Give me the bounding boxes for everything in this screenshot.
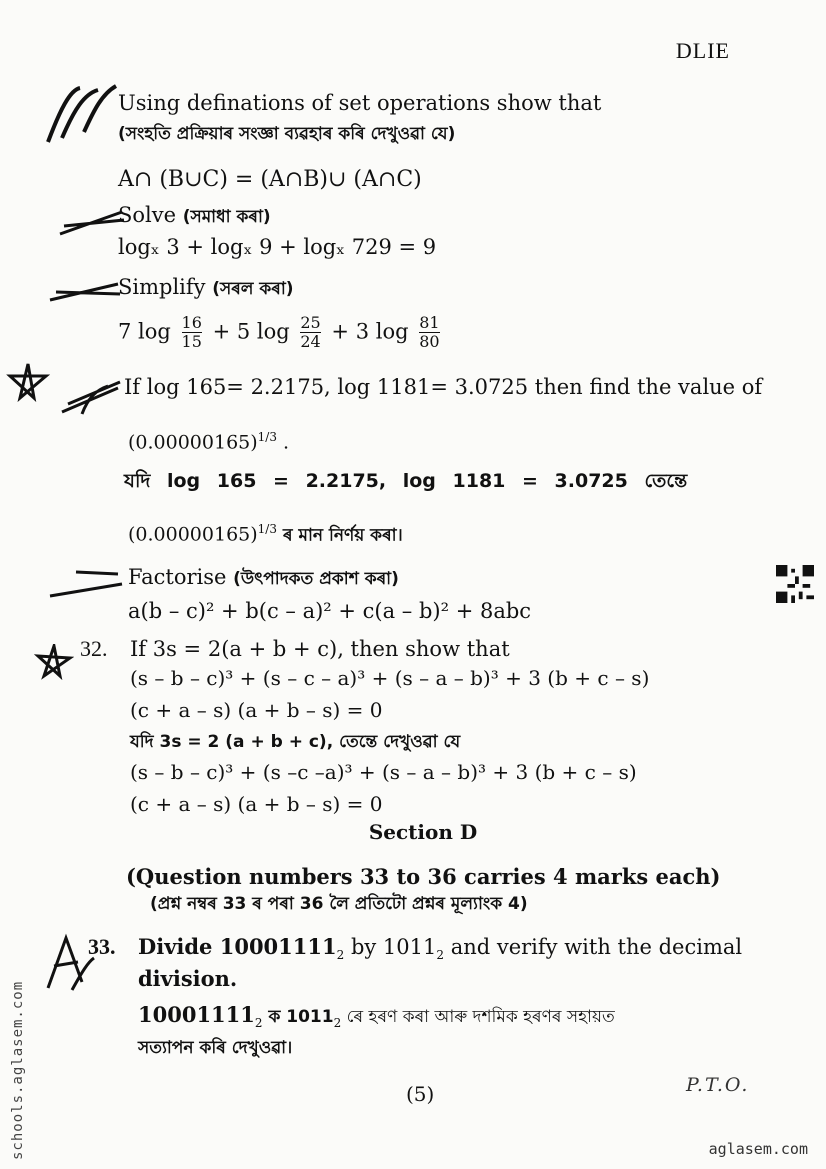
question-33-text-2: division. bbox=[138, 966, 238, 991]
text-part: ৰে হৰণ কৰা আৰু দশমিক হৰণৰ সহায়ত bbox=[341, 1007, 615, 1027]
page-number: (5) bbox=[406, 1082, 435, 1106]
decimal-value: (0.00000165) bbox=[128, 431, 258, 454]
side-watermark: schools.aglasem.com bbox=[10, 980, 26, 1160]
question-32-number: 32. bbox=[80, 636, 108, 661]
section-note-bengali: (প্ৰশ্ন নম্বৰ 33 ৰ পৰা 36 লৈ প্ৰতিটো প্ৰশ্নৰ মূল্যাংক 4) bbox=[150, 894, 528, 914]
section-note-english: (Question numbers 33 to 36 carries 4 marks each) bbox=[126, 864, 721, 889]
handwritten-scribble-mark bbox=[58, 378, 124, 418]
question-31-bengali: (উৎপাদকত প্ৰকাশ কৰা) bbox=[233, 569, 399, 589]
question-30-bengali-1: যদি log 165 = 2.2175, log 1181 = 3.0725 তেন্তে bbox=[124, 470, 688, 492]
question-30-text: If log 165= 2.2175, log 1181= 3.0725 then find the value of bbox=[124, 375, 763, 399]
question-27-bengali: (সংহতি প্ৰক্ৰিয়াৰ সংজ্ঞা ব্যৱহাৰ কৰি দেখুওৱা যে) bbox=[118, 124, 456, 144]
subscript: 2 bbox=[333, 1016, 342, 1031]
question-32-line-4: (c + a – s) (a + b – s) = 0 bbox=[130, 792, 383, 816]
question-28-bengali: (সমাধা কৰা) bbox=[182, 207, 271, 227]
fraction bbox=[182, 314, 202, 352]
text-part: and verify with the decimal bbox=[444, 935, 743, 959]
bottom-watermark: aglasem.com bbox=[708, 1140, 808, 1158]
question-33-text bbox=[138, 934, 742, 963]
page-turn-over: P.T.O. bbox=[686, 1074, 750, 1096]
question-28-text: Solve bbox=[118, 203, 177, 227]
term-coef: 7 log bbox=[118, 319, 171, 344]
handwritten-star-mark bbox=[6, 362, 50, 402]
question-29-expression bbox=[118, 314, 444, 352]
fraction bbox=[300, 314, 320, 352]
question-31-text: Factorise bbox=[128, 565, 227, 589]
fraction-denominator: 15 bbox=[181, 332, 202, 352]
term-coef: + 3 log bbox=[331, 319, 409, 344]
text-part: Divide 10001111 bbox=[138, 934, 337, 959]
question-27-expression: A∩ (B∪C) = (A∩B)∪ (A∩C) bbox=[118, 167, 422, 192]
question-32-line-3: (s – b – c)³ + (s –c –a)³ + (s – a – b)³ + 3 (b + c – s) bbox=[130, 760, 637, 784]
fraction-numerator: 81 bbox=[419, 313, 440, 332]
subscript: 2 bbox=[336, 948, 345, 963]
fraction bbox=[419, 314, 439, 352]
fraction-numerator: 16 bbox=[181, 313, 202, 332]
text-part: ক 1011 bbox=[262, 1007, 334, 1027]
handwritten-star-mark bbox=[34, 644, 74, 680]
question-32-line-2: (c + a – s) (a + b – s) = 0 bbox=[130, 698, 383, 722]
question-28-label bbox=[118, 202, 271, 228]
question-29-text: Simplify bbox=[118, 275, 206, 299]
question-30-bengali-2 bbox=[128, 522, 403, 547]
handwritten-scribble-mark bbox=[40, 80, 120, 150]
question-32-text: If 3s = 2(a + b + c), then show that bbox=[130, 637, 510, 661]
fraction-denominator: 80 bbox=[419, 332, 440, 352]
handwritten-strike-mark bbox=[46, 566, 126, 602]
question-32-bengali: যদি 3s = 2 (a + b + c), তেন্তে দেখুওৱা যে bbox=[130, 732, 461, 752]
qr-code-icon bbox=[776, 565, 814, 603]
question-33-number: 33. bbox=[88, 934, 116, 959]
decimal-value: (0.00000165) bbox=[128, 523, 258, 546]
question-27-text: Using definations of set operations show that bbox=[118, 91, 602, 115]
subscript: 2 bbox=[436, 948, 445, 963]
subscript: 2 bbox=[254, 1016, 263, 1031]
fraction-denominator: 24 bbox=[300, 332, 321, 352]
handwritten-strike-mark bbox=[46, 276, 124, 306]
question-33-bengali bbox=[138, 1002, 615, 1031]
question-33-bengali-2: সত্যাপন কৰি দেখুওৱা। bbox=[138, 1038, 293, 1058]
question-29-label bbox=[118, 274, 294, 300]
exponent: 1/3 bbox=[257, 522, 277, 536]
bengali-text: ৰ মান নিৰ্ণয় কৰা। bbox=[283, 525, 403, 546]
question-31-label bbox=[128, 564, 399, 590]
fraction-numerator: 25 bbox=[300, 313, 321, 332]
question-32-line-1: (s – b – c)³ + (s – c – a)³ + (s – a – b)³ + 3 (b + c – s) bbox=[130, 666, 650, 690]
text-part: 10001111 bbox=[138, 1002, 255, 1027]
term-coef: + 5 log bbox=[212, 319, 290, 344]
paper-code: DLIE bbox=[675, 38, 730, 63]
exponent: 1/3 bbox=[257, 430, 277, 444]
text-part: by 1011 bbox=[344, 935, 437, 959]
question-30-expression: $(0.00000165)^{1/3}$ . bbox=[128, 430, 290, 454]
question-31-expression: a(b – c)² + b(c – a)² + c(a – b)² + 8abc bbox=[128, 599, 532, 623]
question-29-bengali: (সৰল কৰা) bbox=[212, 279, 294, 299]
section-title: Section D bbox=[368, 820, 478, 844]
question-28-expression: logₓ 3 + logₓ 9 + logₓ 729 = 9 bbox=[118, 235, 437, 259]
